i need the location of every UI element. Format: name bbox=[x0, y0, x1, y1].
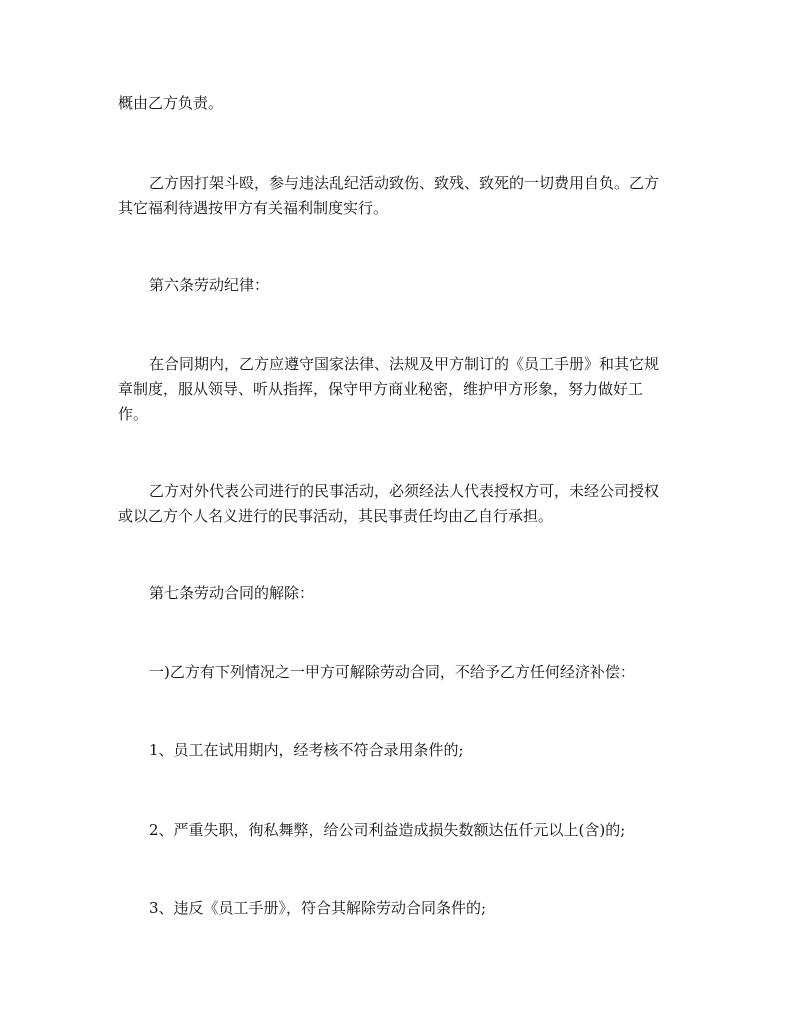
section-heading: 第七条劳动合同的解除： bbox=[149, 584, 315, 602]
paragraph-line: 章制度，服从领导、听从指挥，保守甲方商业秘密，维护甲方形象，努力做好工 bbox=[118, 380, 644, 398]
paragraph-line: 一)乙方有下列情况之一甲方可解除劳动合同，不给予乙方任何经济补偿： bbox=[149, 663, 635, 681]
paragraph-line: 作。 bbox=[118, 405, 149, 423]
list-item: 3、违反《员工手册》，符合其解除劳动合同条件的; bbox=[149, 899, 487, 917]
paragraph-line: 乙方因打架斗殴，参与违法乱纪活动致伤、致残、致死的一切费用自负。乙方 bbox=[149, 174, 660, 192]
paragraph-line: 乙方对外代表公司进行的民事活动，必须经法人代表授权方可，未经公司授权 bbox=[149, 482, 660, 500]
paragraph-line: 或以乙方个人名义进行的民事活动，其民事责任均由乙自行承担。 bbox=[118, 507, 554, 525]
list-item: 1、员工在试用期内，经考核不符合录用条件的; bbox=[149, 741, 464, 759]
list-item: 2、严重失职，徇私舞弊，给公司利益造成损失数额达伍仟元以上(含)的; bbox=[149, 821, 626, 839]
section-heading: 第六条劳动纪律： bbox=[149, 276, 270, 294]
paragraph-line: 在合同期内，乙方应遵守国家法律、法规及甲方制订的《员工手册》和其它规 bbox=[149, 355, 660, 373]
paragraph-line: 其它福利待遇按甲方有关福利制度实行。 bbox=[118, 199, 389, 217]
paragraph-line: 概由乙方负责。 bbox=[118, 94, 224, 112]
